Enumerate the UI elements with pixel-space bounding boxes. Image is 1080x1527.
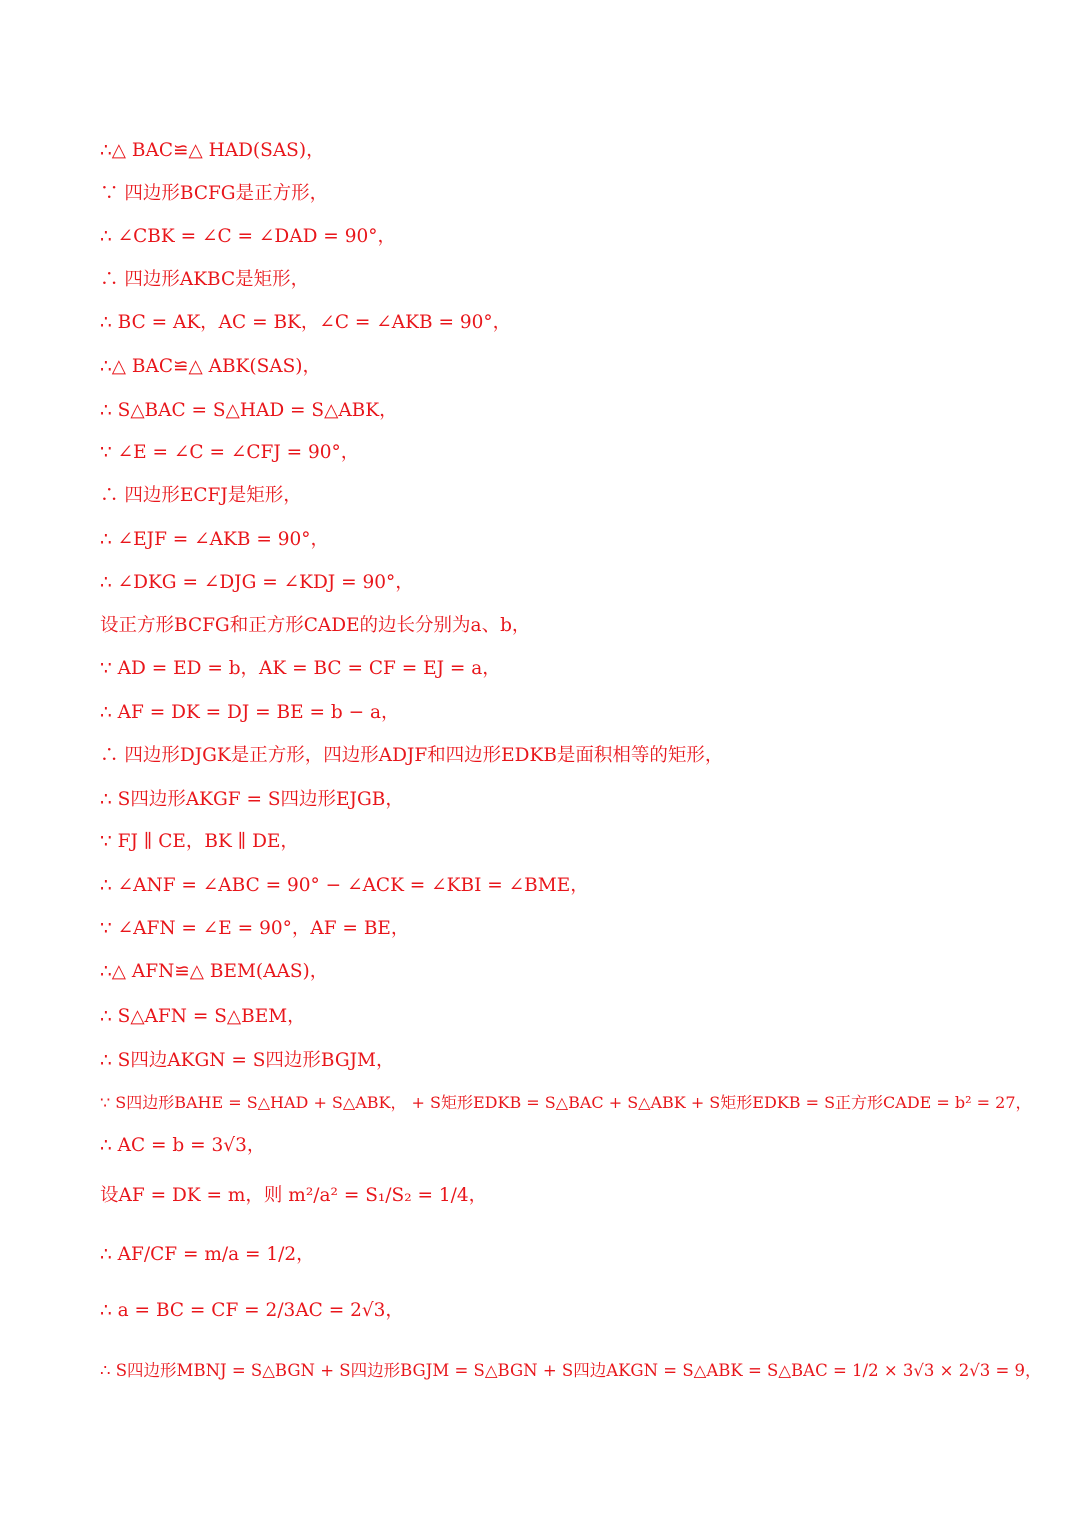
proof-line-13: ∵ AD = ED = b，AK = BC = CF = EJ = a， bbox=[100, 658, 501, 679]
proof-line-8: ∵ ∠E = ∠C = ∠CFJ = 90°， bbox=[100, 442, 360, 463]
proof-line-11: ∴ ∠DKG = ∠DJG = ∠KDJ = 90°， bbox=[100, 572, 414, 593]
proof-line-23: ∵ S四边形BAHE = S△HAD + S△ABK， + S矩形EDKB = S△BAC + S△ABK + S矩形EDKB = S正方形CADE = b² = 27， bbox=[100, 1093, 1032, 1112]
proof-line-22: ∴ S四边AKGN = S四边形BGJM， bbox=[100, 1050, 395, 1071]
proof-line-12: 设正方形BCFG和正方形CADE的边长分别为a、b， bbox=[100, 615, 531, 636]
proof-line-7: ∴ S△BAC = S△HAD = S△ABK， bbox=[100, 400, 398, 421]
proof-line-27: ∴ a = BC = CF = 2/3AC = 2√3， bbox=[100, 1300, 404, 1321]
proof-line-9: ∴ 四边形ECFJ是矩形， bbox=[100, 485, 302, 506]
proof-line-15: ∴ 四边形DJGK是正方形，四边形ADJF和四边形EDKB是面积相等的矩形， bbox=[100, 745, 724, 766]
proof-line-4: ∴ 四边形AKBC是矩形， bbox=[100, 269, 310, 290]
proof-line-10: ∴ ∠EJF = ∠AKB = 90°， bbox=[100, 529, 330, 550]
proof-line-28: ∴ S四边形MBNJ = S△BGN + S四边形BGJM = S△BGN + S四边AKGN = S△ABK = S△BAC = 1/2 × 3√3 × 2√3 = 9， bbox=[100, 1361, 1042, 1380]
proof-line-3: ∴ ∠CBK = ∠C = ∠DAD = 90°， bbox=[100, 226, 396, 247]
proof-line-26: ∴ AF/CF = m/a = 1/2， bbox=[100, 1244, 315, 1265]
proof-line-5: ∴ BC = AK，AC = BK，∠C = ∠AKB = 90°， bbox=[100, 312, 512, 333]
proof-line-17: ∵ FJ ∥ CE，BK ∥ DE， bbox=[100, 831, 299, 852]
proof-line-21: ∴ S△AFN = S△BEM， bbox=[100, 1006, 306, 1027]
proof-line-6: ∴△ BAC≌△ ABK(SAS)， bbox=[100, 356, 322, 377]
proof-line-14: ∴ AF = DK = DJ = BE = b − a， bbox=[100, 702, 400, 723]
proof-line-18: ∴ ∠ANF = ∠ABC = 90° − ∠ACK = ∠KBI = ∠BME， bbox=[100, 875, 589, 896]
proof-line-25: 设AF = DK = m，则 m²/a² = S₁/S₂ = 1/4， bbox=[100, 1185, 488, 1206]
proof-line-20: ∴△ AFN≌△ BEM(AAS)， bbox=[100, 961, 329, 982]
proof-line-1: ∴△ BAC≌△ HAD(SAS)， bbox=[100, 140, 325, 161]
proof-line-2: ∵ 四边形BCFG是正方形， bbox=[100, 183, 329, 204]
proof-line-16: ∴ S四边形AKGF = S四边形EJGB， bbox=[100, 789, 404, 810]
proof-line-19: ∵ ∠AFN = ∠E = 90°，AF = BE， bbox=[100, 918, 410, 939]
proof-line-24: ∴ AC = b = 3√3， bbox=[100, 1135, 266, 1156]
